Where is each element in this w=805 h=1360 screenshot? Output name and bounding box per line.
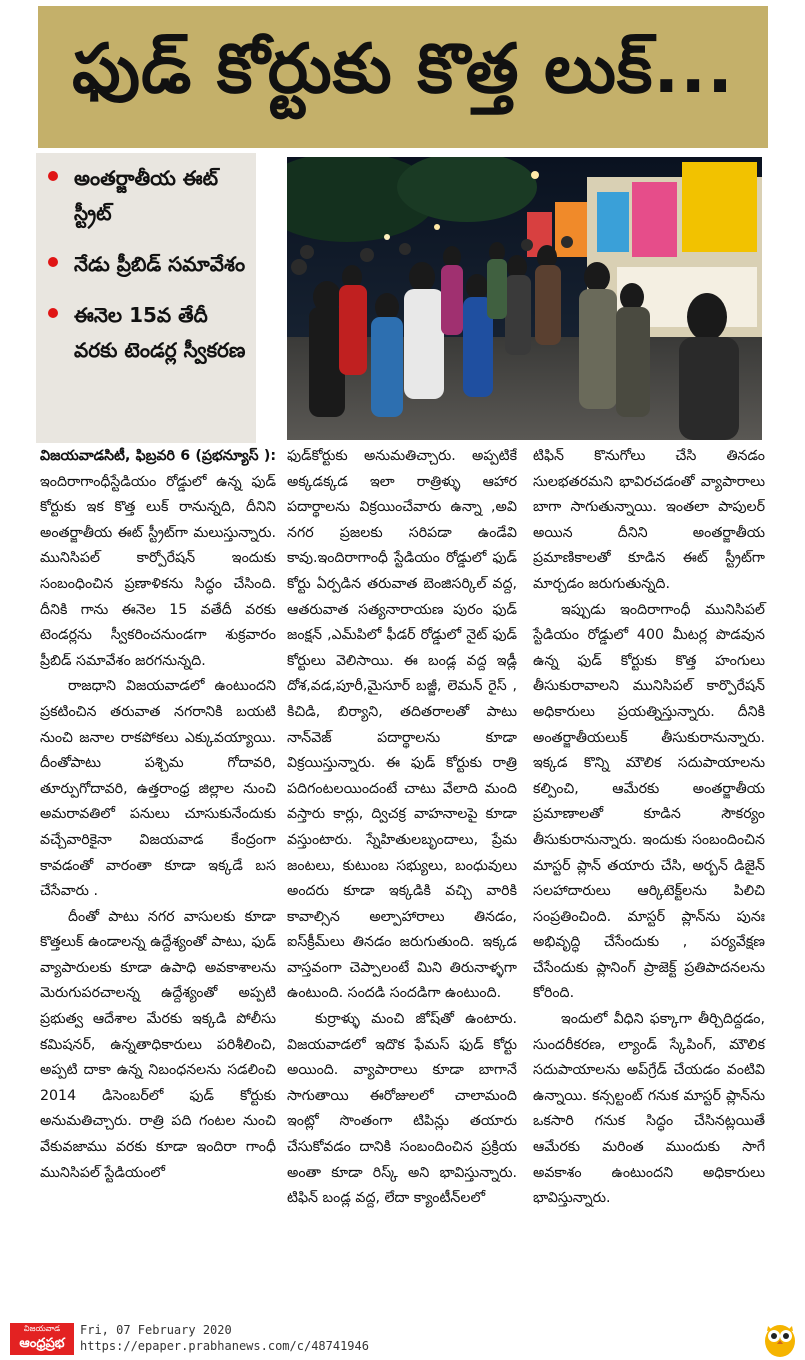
highlight-item: [46, 247, 250, 282]
highlight-text: ఈనెల 15వ తేదీ వరకు టెండర్ల స్వీకరణ: [74, 303, 246, 362]
epaper-footer: [0, 1318, 805, 1360]
highlights-box: [36, 153, 256, 443]
headline-band: [38, 6, 768, 148]
newspaper-logo[interactable]: [10, 1323, 74, 1355]
owl-icon[interactable]: [763, 1320, 797, 1358]
highlight-item: [46, 161, 250, 231]
article-paragraph: ఇందులో వీధిని ఫక్కాగా తీర్చిదిద్దడం, సుందరీకరణ, ల్యాండ్ స్కేపింగ్, మౌలిక సదుపాయాలను అప్‌గ్రేడ్ చేయడం వంటివి ఉన్నాయి. కన్సల్టంట్ గనుక మాస్టర్ ప్లాన్‌ను ఒకసారి గనుక సిద్ధం చేసినట్లయితే ఆమేరకు మరింత ముందుకు సాగే అవకాశం ఉంటుందని అధికారులు భావిస్తున్నారు.: [533, 1011, 765, 1207]
headline: ఫుడ్ కోర్టుకు కొత్త లుక్...: [72, 29, 734, 109]
bullet-dot-icon: [48, 171, 58, 181]
article-paragraph: ఇప్పుడు ఇందిరాగాంధీ మునిసిపల్ స్టేడియం రోడ్డులో 400 మీటర్ల పొడవున ఉన్న ఫుడ్ కోర్టుకు కొత్త హంగులు తీసుకురావాలని మునిసిపల్ కార్పొరేషన్ అధికారులు ప్రయత్నిస్తున్నారు. దీనికి అంతర్జాతీయలుక్ తీసుకురానున్నారు. ఇక్కడ కొన్ని మౌలిక సదుపాయాలను కల్పించి, ఆమేరకు అంతర్జాతీయ ప్రమాణాలతో కూడిన సౌకర్యం తీసుకురానున్నారు. ఇందుకు సంబందించిన మాస్టర్ ప్లాన్ తయారు చేసి, అర్బన్ డిజైన్ సలహాదారులు ఆర్కిటెక్ట్‌లను పిలిచి సంప్రతించింది. మాస్టర్ ప్లాన్‌ను పునః అభివృద్ధి చేసేందుకు , పర్యవేక్షణ చేసేందుకు ప్లానింగ్ ప్రాజెక్ట్ ప్రతిపాదనలను కోరింది.: [533, 601, 765, 1002]
logo-edition: విజయవాడ: [23, 1324, 61, 1333]
article-link[interactable]: https://epaper.prabhanews.com/c/48741946: [80, 1339, 369, 1353]
highlight-item: [46, 298, 250, 368]
highlight-text: అంతర్జాతీయ ఈట్ స్ట్రీట్: [74, 166, 219, 225]
dateline: విజయవాడసిటీ, ఫిబ్రవరి 6 (ప్రభన్యూస్ ):: [40, 448, 276, 464]
article-paragraph: [40, 444, 276, 674]
highlight-text: నేడు ప్రీబిడ్ సమావేశం: [74, 252, 246, 276]
article-column-3: [533, 444, 765, 1212]
article-column-2: [287, 444, 517, 1212]
article-paragraph: టిఫిన్ కొనుగోలు చేసి తినడం సులభతరమని భావిరచడంతో వ్యాపారాలు బాగా సాగుతున్నాయి. ఇంతలా పాపులర్ అయిన దీనిని అంతర్జాతీయ ప్రమాణికాలతో కూడిన ఈట్ స్ట్రీట్‌గా మార్చడం జరుగుతున్నది.: [533, 448, 765, 592]
food-court-photo: [287, 157, 762, 440]
logo-title: ఆంధ్రప్రభ: [19, 1336, 65, 1351]
bullet-dot-icon: [48, 308, 58, 318]
paragraph-text: ఇందిరాగాంధీస్టేడియం రోడ్డులో ఉన్న ఫుడ్ కోర్టుకు ఇక కొత్త లుక్ రానున్నది, దీనిని అంతర్జాతీయ ఈట్ స్ట్రీట్‌గా మలుస్తున్నారు. మునిసిపల్ కార్పోరేషన్ ఇందుకు సంబంధించిన ప్రణాళికను సిద్ధం చేసింది. దీనికి గాను ఈనెల 15 వతేదీ వరకు టెండర్లను స్వీకరించనుండగా శుక్రవారం ప్రీబిడ్ సమావేశం జరగనున్నది.: [40, 473, 276, 669]
edition-date: Fri, 07 February 2020: [80, 1323, 232, 1337]
article-paragraph: దీంతో పాటు నగర వాసులకు కూడా కొత్తలుక్ ఉండాలన్న ఉద్దేశ్యంతో పాటు, ఫుడ్ వ్యాపారులకు కూడా ఉపాధి అవకాశాలను మెరుగుపరచాలన్న ఉద్దేశ్యంతో అప్పటి ప్రభుత్వ ఆదేశాల మేరకు ఇక్కడి పోలీసు కమిషనర్, ఉన్నతాధికారులు పరిశీలించి, అప్పటి దాకా ఉన్న నిబంధనలను సడలించి 2014 డిసెంబర్‌లో ఫుడ్ కోర్టుకు అనుమతిచ్చారు. రాత్రి పది గంటల నుంచి వేకువజాము వరకు కూడా ఇందిరా గాంధీ మునిసిపల్ స్టేడియంలో: [40, 908, 276, 1181]
article-paragraph: ఫుడ్‌కోర్టుకు అనుమతిచ్చారు. అప్పటికే అక్కడక్కడ ఇలా రాత్రిళ్ళు ఆహార పదార్థాలను విక్రయించేవారు ఉన్నా ,అవి నగర ప్రజలకు సరిపడా ఉండేవి కావు.ఇందిరాగాంధీ స్టేడియం రోడ్డులో ఫుడ్ కోర్టు ఏర్పడిన తరువాత బెంజిసర్కిల్ వద్ద, ఆతరువాత సత్యనారాయణ పురం ఫుడ్ జంక్షన్ ,ఎమ్‌పిలో ఫీడర్ రోడ్డులో నైట్ ఫుడ్ కోర్టులు వెలిసాయి. ఈ బండ్ల వద్ద ఇడ్లీ దోశ,వడ,పూరీ,మైసూర్ బజ్జీ, లెమన్ రైస్ , కిచిడి, బిర్యాని, తదితరాలతో పాటు నాన్‌వెజ్ పదార్థాలను కూడా విక్రయిస్తున్నారు. ఈ ఫుడ్ కోర్టుకు రాత్రి పదిగంటలయిందంటే చాటు వేలాది మంది వస్తారు కార్లు, ద్విచక్ర వాహనాలపై కూడా వస్తుంటారు. స్నేహితులబృందాలు, ప్రేమ జంటలు, కుటుంబ సభ్యులు, బంధువులు అందరు కూడా ఇక్కడికి వచ్చి వారికి కావాల్సిన అల్పాహారాలు తినడం, ఐస్‌క్రీమ్‌లు తినడం జరుగుతుంది. ఇక్కడ వాస్తవంగా చెప్పాలంటే మిని తిరునాళ్ళగా ఉంటుంది. సందడి సందడిగా ఉంటుంది.: [287, 448, 517, 1002]
article-column-1: [40, 444, 276, 1186]
article-paragraph: రాజధాని విజయవాడలో ఉంటుందని ప్రకటించిన తరువాత నగరానికి బయటి నుంచి జనాల రాకపోకలు ఎక్కువయ్యాయి. దీంతోపాటు పశ్చిమ గోదావరి, తూర్పుగోదావరి, ఉత్తరాంధ్ర జిల్లాల నుంచి అమరావతిలో పనులు చూసుకునేందుకు వచ్చేవారికైనా విజయవాడ కేంద్రంగా కావడంతో వారంతా కూడా ఇక్కడే బస చేసేవారు .: [40, 678, 276, 900]
bullet-dot-icon: [48, 257, 58, 267]
article-paragraph: కుర్రాళ్ళు మంచి జోష్‌తో ఉంటారు. విజయవాడలో ఇదొక ఫేమస్ ఫుడ్ కోర్టు అయింది. వ్యాపారాలు కూడా బాగానే సాగుతాయి ఈరోజులలో చాలామంది ఇంట్లో సొంతంగా టిపిన్లు తయారు చేసుకోవడం దానికి సంబందించిన ప్రక్రియ అంతా కూడా రిస్క్ అని భావిస్తున్నారు. టిఫిన్ బండ్ల వద్ద, లేదా క్యాంటీన్‌లలో: [287, 1011, 517, 1207]
